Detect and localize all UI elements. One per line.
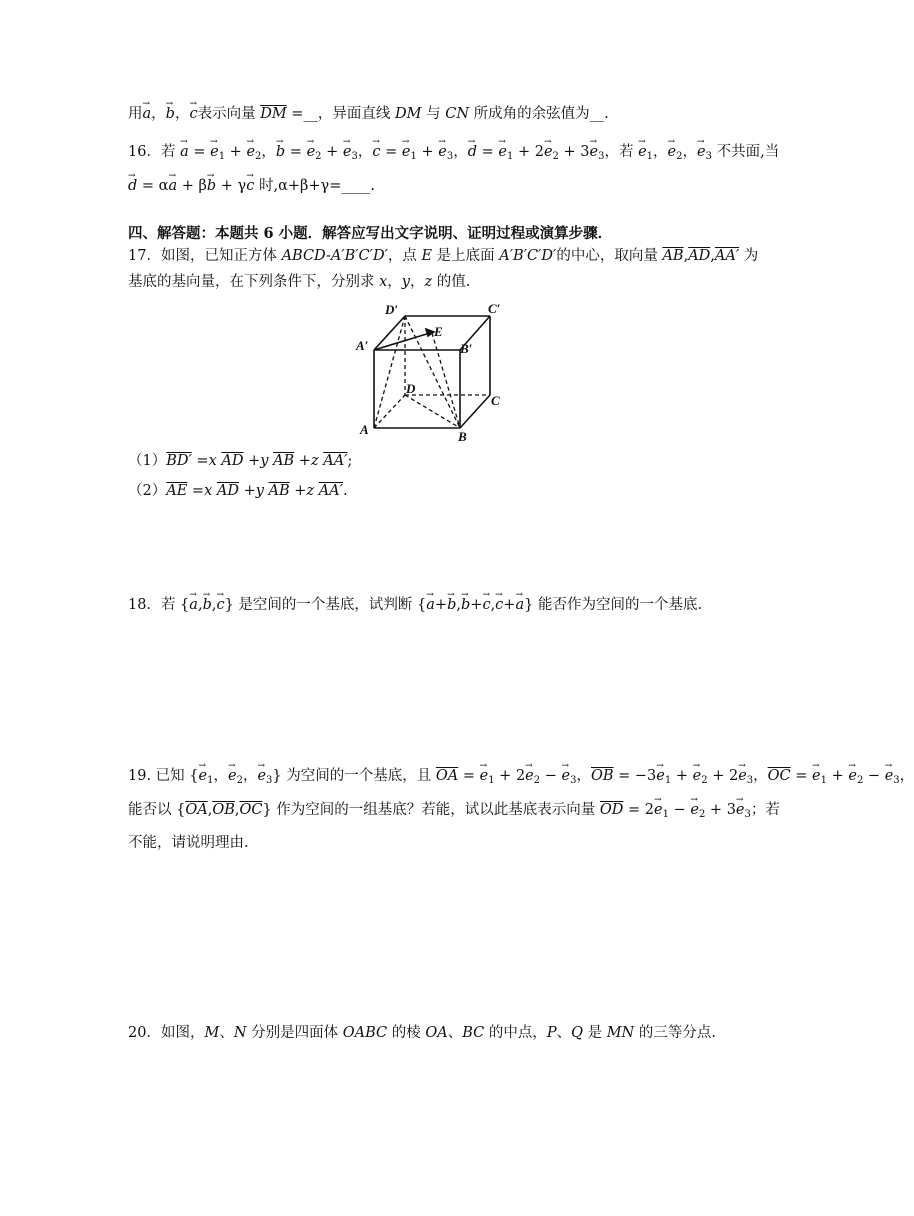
q18-line: 18．若 {→ a,→ b,→ c} 是空间的一个基底，试判断 {→ a+→ b,→ b+→ c,→ c+→ a} 能否作为空间的一个基底.: [128, 595, 702, 615]
q19-line-1: 19. 已知 {→ $e_1$，→ $e_2$，→ $e_3$} 为空间的一个基底，且 $\overline{OA}$ = → $e_1 + 2\to e_2$ − → $e_3$，$\overline{OB} = -3\to e_1$ + → $e_2 + 2\to e_3$，$\overline{OC}$ = → $e_1$ + → $e_2$ − → $e_3$，: [128, 766, 914, 791]
q15-tail-line: 用→ a，→ b，→ c表示向量 $\overline{DM}$ =__，异面直线 DM 与 CN 所成角的余弦值为__.: [128, 104, 609, 124]
label-b-prime: B′: [460, 341, 473, 356]
q17-sub-1: （1）BD′ =x $\overline{AD} +y$ $\overline{AB} +z$ AA′;: [128, 453, 353, 469]
label-a: A: [360, 422, 369, 437]
label-d: D: [406, 381, 416, 396]
q16-line-1: 16．若 → a = → $e_1$ + → $e_2$，→ b = → $e_2$ + → $e_3$，→ c = → $e_1$ + → $e_3$，→ d = → $e_1 + 2\to e_2 + 3\to e_3$，若 → $e_1$，→ $e_2$，→ $e_3$ 不共面,当: [128, 142, 779, 167]
q17-line-1: 17．如图，已知正方体 ABCD-A′B′C′D′，点 E 是上底面 A′B′C′D′的中心，取向量 $\overline{AB},\overline{AD},AA'$ 为: [128, 248, 759, 264]
cube-figure: [350, 298, 510, 443]
label-b: B: [458, 429, 467, 444]
label-d-prime: D′: [385, 302, 399, 317]
label-c: C: [491, 393, 500, 408]
q16-line-2: → d = α→ a + β→ b + γ→ c 时,α+β+γ=____.: [128, 176, 375, 196]
q19-line-3: 不能，请说明理由.: [128, 835, 249, 851]
q17-sub-2: $(2)\overline{AE} =x$ $\overline{AD} +y$ $\overline{AB} +z$ AA′.: [128, 483, 348, 499]
label-c-prime: C′: [488, 301, 501, 316]
label-a-prime: A′: [356, 338, 369, 353]
label-e: E: [434, 324, 443, 339]
section-4-heading: 四、解答题：本题共 6 小题．解答应写出文字说明、证明过程或演算步骤．: [128, 225, 613, 242]
q20-line: 20．如图，M、N 分别是四面体 OABC 的棱 OA、BC 的中点，P、Q 是 MN 的三等分点.: [128, 1025, 716, 1041]
q17-line-2: 基底的基向量，在下列条件下，分别求 x，y，z 的值.: [128, 274, 471, 290]
q19-line-2: 能否以 $\{\overline{OA},\overline{OB},\overline{OC}\}$ 作为空间的一组基底？若能，试以此基底表示向量 $\overline{OD} = 2\to e_1$ − → $e_2 + 3\to e_3$；若: [128, 800, 780, 825]
